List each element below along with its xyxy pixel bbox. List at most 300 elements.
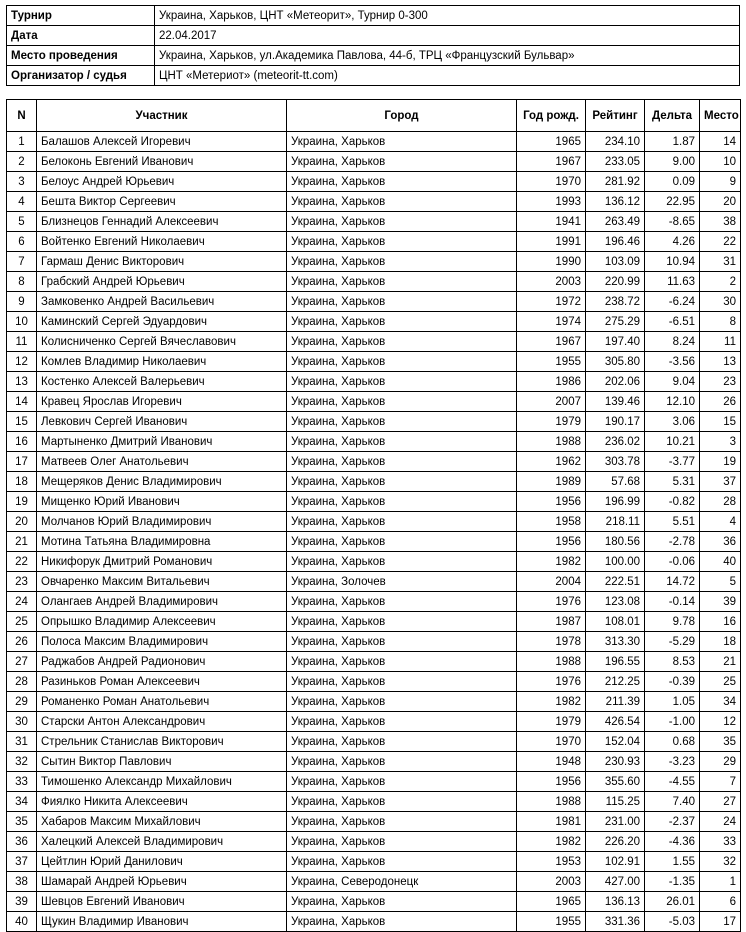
cell-rating: 152.04 <box>586 732 645 752</box>
table-row <box>7 372 741 392</box>
cell-participant: Мищенко Юрий Иванович <box>37 492 287 512</box>
column-header-number: N <box>7 100 37 132</box>
cell-rating: 236.02 <box>586 432 645 452</box>
results-body <box>7 132 741 932</box>
info-value: Украина, Харьков, ул.Академика Павлова, 44-б, ТРЦ «Французский Бульвар» <box>155 46 740 66</box>
cell-delta: 26.01 <box>645 892 700 912</box>
cell-number: 6 <box>7 232 37 252</box>
table-row <box>7 492 741 512</box>
cell-participant: Стрельник Станислав Викторович <box>37 732 287 752</box>
cell-place: 13 <box>700 352 741 372</box>
cell-number: 19 <box>7 492 37 512</box>
table-row <box>7 912 741 932</box>
cell-birth-year: 1958 <box>517 512 586 532</box>
cell-birth-year: 1979 <box>517 412 586 432</box>
cell-number: 24 <box>7 592 37 612</box>
cell-number: 22 <box>7 552 37 572</box>
cell-delta: -6.51 <box>645 312 700 332</box>
cell-birth-year: 2003 <box>517 272 586 292</box>
cell-place: 33 <box>700 832 741 852</box>
info-label: Турнир <box>7 6 155 26</box>
table-row <box>7 892 741 912</box>
cell-birth-year: 1953 <box>517 852 586 872</box>
cell-delta: -3.56 <box>645 352 700 372</box>
table-row <box>7 132 741 152</box>
cell-number: 28 <box>7 672 37 692</box>
results-table <box>6 99 741 932</box>
cell-city: Украина, Харьков <box>287 272 517 292</box>
cell-delta: -1.35 <box>645 872 700 892</box>
cell-rating: 197.40 <box>586 332 645 352</box>
table-row <box>7 472 741 492</box>
cell-birth-year: 2007 <box>517 392 586 412</box>
cell-participant: Шевцов Евгений Иванович <box>37 892 287 912</box>
cell-place: 21 <box>700 652 741 672</box>
cell-birth-year: 1988 <box>517 432 586 452</box>
cell-city: Украина, Золочев <box>287 572 517 592</box>
table-row <box>7 712 741 732</box>
table-row <box>7 452 741 472</box>
table-row <box>7 632 741 652</box>
cell-place: 17 <box>700 912 741 932</box>
cell-city: Украина, Харьков <box>287 852 517 872</box>
table-row <box>7 332 741 352</box>
cell-city: Украина, Харьков <box>287 832 517 852</box>
cell-city: Украина, Харьков <box>287 672 517 692</box>
cell-birth-year: 1982 <box>517 692 586 712</box>
cell-delta: -0.82 <box>645 492 700 512</box>
cell-birth-year: 1962 <box>517 452 586 472</box>
cell-number: 18 <box>7 472 37 492</box>
cell-place: 36 <box>700 532 741 552</box>
cell-number: 17 <box>7 452 37 472</box>
cell-participant: Олангаев Андрей Владимирович <box>37 592 287 612</box>
cell-city: Украина, Харьков <box>287 772 517 792</box>
cell-birth-year: 1978 <box>517 632 586 652</box>
cell-birth-year: 1987 <box>517 612 586 632</box>
cell-participant: Тимошенко Александр Михайлович <box>37 772 287 792</box>
cell-birth-year: 1976 <box>517 592 586 612</box>
cell-place: 10 <box>700 152 741 172</box>
cell-participant: Шамарай Андрей Юрьевич <box>37 872 287 892</box>
cell-rating: 196.46 <box>586 232 645 252</box>
column-header-city: Город <box>287 100 517 132</box>
cell-rating: 108.01 <box>586 612 645 632</box>
cell-delta: 4.26 <box>645 232 700 252</box>
cell-city: Украина, Харьков <box>287 412 517 432</box>
cell-place: 29 <box>700 752 741 772</box>
cell-number: 34 <box>7 792 37 812</box>
cell-delta: -6.24 <box>645 292 700 312</box>
cell-number: 39 <box>7 892 37 912</box>
table-row <box>7 692 741 712</box>
table-row <box>7 392 741 412</box>
cell-city: Украина, Харьков <box>287 372 517 392</box>
cell-delta: 10.94 <box>645 252 700 272</box>
cell-city: Украина, Харьков <box>287 632 517 652</box>
table-row <box>7 792 741 812</box>
cell-number: 21 <box>7 532 37 552</box>
cell-number: 31 <box>7 732 37 752</box>
cell-rating: 303.78 <box>586 452 645 472</box>
cell-birth-year: 2004 <box>517 572 586 592</box>
cell-birth-year: 1982 <box>517 552 586 572</box>
cell-place: 28 <box>700 492 741 512</box>
cell-number: 14 <box>7 392 37 412</box>
table-row <box>7 752 741 772</box>
cell-birth-year: 1988 <box>517 652 586 672</box>
cell-number: 40 <box>7 912 37 932</box>
cell-rating: 220.99 <box>586 272 645 292</box>
cell-rating: 57.68 <box>586 472 645 492</box>
cell-number: 12 <box>7 352 37 372</box>
cell-delta: 1.87 <box>645 132 700 152</box>
cell-birth-year: 1941 <box>517 212 586 232</box>
cell-place: 2 <box>700 272 741 292</box>
cell-birth-year: 1970 <box>517 732 586 752</box>
cell-birth-year: 1991 <box>517 232 586 252</box>
cell-participant: Разиньков Роман Алексеевич <box>37 672 287 692</box>
cell-rating: 202.06 <box>586 372 645 392</box>
cell-number: 36 <box>7 832 37 852</box>
info-value: 22.04.2017 <box>155 26 740 46</box>
table-row <box>7 412 741 432</box>
cell-participant: Овчаренко Максим Витальевич <box>37 572 287 592</box>
table-row <box>7 772 741 792</box>
cell-rating: 355.60 <box>586 772 645 792</box>
cell-city: Украина, Харьков <box>287 252 517 272</box>
cell-birth-year: 1967 <box>517 152 586 172</box>
table-row <box>7 532 741 552</box>
cell-participant: Костенко Алексей Валерьевич <box>37 372 287 392</box>
cell-city: Украина, Харьков <box>287 192 517 212</box>
cell-place: 12 <box>700 712 741 732</box>
cell-rating: 123.08 <box>586 592 645 612</box>
cell-rating: 136.12 <box>586 192 645 212</box>
cell-city: Украина, Харьков <box>287 172 517 192</box>
cell-delta: 0.09 <box>645 172 700 192</box>
cell-place: 39 <box>700 592 741 612</box>
cell-birth-year: 1976 <box>517 672 586 692</box>
cell-delta: -5.03 <box>645 912 700 932</box>
cell-city: Украина, Харьков <box>287 652 517 672</box>
cell-place: 9 <box>700 172 741 192</box>
cell-rating: 230.93 <box>586 752 645 772</box>
cell-number: 35 <box>7 812 37 832</box>
cell-rating: 102.91 <box>586 852 645 872</box>
cell-city: Украина, Харьков <box>287 892 517 912</box>
column-header-delta: Дельта <box>645 100 700 132</box>
cell-place: 4 <box>700 512 741 532</box>
cell-participant: Белоконь Евгений Иванович <box>37 152 287 172</box>
cell-number: 3 <box>7 172 37 192</box>
table-row <box>7 852 741 872</box>
table-row <box>7 252 741 272</box>
cell-number: 2 <box>7 152 37 172</box>
cell-delta: 10.21 <box>645 432 700 452</box>
info-value: Украина, Харьков, ЦНТ «Метеорит», Турнир 0-300 <box>155 6 740 26</box>
cell-participant: Раджабов Андрей Радионович <box>37 652 287 672</box>
cell-participant: Халецкий Алексей Владимирович <box>37 832 287 852</box>
cell-delta: 14.72 <box>645 572 700 592</box>
cell-delta: 5.31 <box>645 472 700 492</box>
cell-number: 10 <box>7 312 37 332</box>
cell-participant: Сытин Виктор Павлович <box>37 752 287 772</box>
cell-participant: Романенко Роман Анатольевич <box>37 692 287 712</box>
info-row <box>7 66 740 86</box>
cell-birth-year: 1979 <box>517 712 586 732</box>
table-row <box>7 812 741 832</box>
cell-participant: Бешта Виктор Сергеевич <box>37 192 287 212</box>
cell-participant: Колисниченко Сергей Вячеславович <box>37 332 287 352</box>
cell-number: 27 <box>7 652 37 672</box>
cell-rating: 427.00 <box>586 872 645 892</box>
cell-place: 3 <box>700 432 741 452</box>
cell-rating: 231.00 <box>586 812 645 832</box>
cell-participant: Балашов Алексей Игоревич <box>37 132 287 152</box>
cell-birth-year: 1948 <box>517 752 586 772</box>
cell-participant: Опрышко Владимир Алексеевич <box>37 612 287 632</box>
table-row <box>7 232 741 252</box>
cell-city: Украина, Харьков <box>287 792 517 812</box>
cell-rating: 218.11 <box>586 512 645 532</box>
cell-delta: -0.39 <box>645 672 700 692</box>
cell-city: Украина, Харьков <box>287 752 517 772</box>
cell-birth-year: 1965 <box>517 892 586 912</box>
cell-city: Украина, Харьков <box>287 332 517 352</box>
cell-participant: Никифорук Дмитрий Романович <box>37 552 287 572</box>
cell-place: 30 <box>700 292 741 312</box>
cell-delta: -4.36 <box>645 832 700 852</box>
cell-number: 1 <box>7 132 37 152</box>
cell-number: 9 <box>7 292 37 312</box>
column-header-participant: Участник <box>37 100 287 132</box>
column-header-place: Место <box>700 100 741 132</box>
cell-place: 19 <box>700 452 741 472</box>
table-row <box>7 572 741 592</box>
cell-rating: 426.54 <box>586 712 645 732</box>
cell-rating: 136.13 <box>586 892 645 912</box>
cell-participant: Фиялко Никита Алексеевич <box>37 792 287 812</box>
cell-city: Украина, Харьков <box>287 472 517 492</box>
cell-place: 34 <box>700 692 741 712</box>
cell-delta: 11.63 <box>645 272 700 292</box>
cell-city: Украина, Харьков <box>287 912 517 932</box>
cell-participant: Кравец Ярослав Игоревич <box>37 392 287 412</box>
cell-birth-year: 1967 <box>517 332 586 352</box>
table-row <box>7 832 741 852</box>
cell-rating: 211.39 <box>586 692 645 712</box>
cell-participant: Полоса Максим Владимирович <box>37 632 287 652</box>
cell-number: 4 <box>7 192 37 212</box>
table-row <box>7 612 741 632</box>
cell-rating: 115.25 <box>586 792 645 812</box>
cell-rating: 212.25 <box>586 672 645 692</box>
cell-place: 25 <box>700 672 741 692</box>
cell-city: Украина, Харьков <box>287 352 517 372</box>
cell-delta: -0.14 <box>645 592 700 612</box>
cell-rating: 180.56 <box>586 532 645 552</box>
cell-number: 30 <box>7 712 37 732</box>
cell-participant: Замковенко Андрей Васильевич <box>37 292 287 312</box>
cell-number: 29 <box>7 692 37 712</box>
cell-participant: Комлев Владимир Николаевич <box>37 352 287 372</box>
cell-participant: Войтенко Евгений Николаевич <box>37 232 287 252</box>
tournament-info-table <box>6 5 740 86</box>
info-row <box>7 6 740 26</box>
table-row <box>7 732 741 752</box>
table-row <box>7 872 741 892</box>
cell-birth-year: 1955 <box>517 352 586 372</box>
cell-city: Украина, Харьков <box>287 292 517 312</box>
cell-place: 24 <box>700 812 741 832</box>
cell-number: 13 <box>7 372 37 392</box>
cell-city: Украина, Харьков <box>287 512 517 532</box>
cell-place: 5 <box>700 572 741 592</box>
cell-place: 22 <box>700 232 741 252</box>
cell-delta: 7.40 <box>645 792 700 812</box>
cell-city: Украина, Харьков <box>287 232 517 252</box>
cell-delta: -2.78 <box>645 532 700 552</box>
cell-place: 31 <box>700 252 741 272</box>
cell-place: 7 <box>700 772 741 792</box>
cell-place: 8 <box>700 312 741 332</box>
cell-birth-year: 1986 <box>517 372 586 392</box>
cell-delta: -1.00 <box>645 712 700 732</box>
cell-birth-year: 1993 <box>517 192 586 212</box>
cell-place: 11 <box>700 332 741 352</box>
cell-number: 20 <box>7 512 37 532</box>
cell-rating: 313.30 <box>586 632 645 652</box>
cell-participant: Старски Антон Александрович <box>37 712 287 732</box>
cell-delta: -8.65 <box>645 212 700 232</box>
info-row <box>7 26 740 46</box>
cell-city: Украина, Харьков <box>287 212 517 232</box>
cell-rating: 234.10 <box>586 132 645 152</box>
cell-rating: 233.05 <box>586 152 645 172</box>
cell-rating: 281.92 <box>586 172 645 192</box>
cell-participant: Хабаров Максим Михайлович <box>37 812 287 832</box>
cell-participant: Белоус Андрей Юрьевич <box>37 172 287 192</box>
tournament-info-body <box>7 6 740 86</box>
cell-city: Украина, Харьков <box>287 612 517 632</box>
cell-number: 8 <box>7 272 37 292</box>
cell-place: 27 <box>700 792 741 812</box>
cell-delta: -3.77 <box>645 452 700 472</box>
cell-participant: Молчанов Юрий Владимирович <box>37 512 287 532</box>
cell-participant: Левкович Сергей Иванович <box>37 412 287 432</box>
cell-birth-year: 1974 <box>517 312 586 332</box>
table-row <box>7 432 741 452</box>
cell-number: 7 <box>7 252 37 272</box>
cell-city: Украина, Харьков <box>287 692 517 712</box>
cell-birth-year: 1956 <box>517 532 586 552</box>
table-row <box>7 672 741 692</box>
cell-rating: 103.09 <box>586 252 645 272</box>
cell-rating: 139.46 <box>586 392 645 412</box>
column-header-birth-year: Год рожд. <box>517 100 586 132</box>
table-row <box>7 212 741 232</box>
cell-delta: -5.29 <box>645 632 700 652</box>
cell-participant: Цейтлин Юрий Данилович <box>37 852 287 872</box>
cell-participant: Гармаш Денис Викторович <box>37 252 287 272</box>
cell-city: Украина, Харьков <box>287 812 517 832</box>
cell-place: 40 <box>700 552 741 572</box>
table-row <box>7 352 741 372</box>
table-row <box>7 512 741 532</box>
cell-rating: 100.00 <box>586 552 645 572</box>
cell-place: 18 <box>700 632 741 652</box>
results-header-row <box>7 100 741 132</box>
cell-rating: 196.55 <box>586 652 645 672</box>
cell-number: 37 <box>7 852 37 872</box>
cell-birth-year: 1965 <box>517 132 586 152</box>
info-value: ЦНТ «Метериот» (meteorit-tt.com) <box>155 66 740 86</box>
cell-birth-year: 1970 <box>517 172 586 192</box>
cell-place: 23 <box>700 372 741 392</box>
cell-city: Украина, Харьков <box>287 312 517 332</box>
cell-delta: -3.23 <box>645 752 700 772</box>
cell-rating: 222.51 <box>586 572 645 592</box>
cell-birth-year: 1989 <box>517 472 586 492</box>
cell-rating: 331.36 <box>586 912 645 932</box>
cell-place: 37 <box>700 472 741 492</box>
cell-number: 11 <box>7 332 37 352</box>
cell-place: 20 <box>700 192 741 212</box>
cell-delta: 9.78 <box>645 612 700 632</box>
cell-participant: Матвеев Олег Анатольевич <box>37 452 287 472</box>
cell-city: Украина, Харьков <box>287 732 517 752</box>
cell-city: Украина, Харьков <box>287 392 517 412</box>
cell-city: Украина, Харьков <box>287 492 517 512</box>
cell-birth-year: 1955 <box>517 912 586 932</box>
cell-city: Украина, Харьков <box>287 592 517 612</box>
cell-delta: 12.10 <box>645 392 700 412</box>
cell-delta: -4.55 <box>645 772 700 792</box>
cell-birth-year: 2003 <box>517 872 586 892</box>
cell-city: Украина, Харьков <box>287 452 517 472</box>
cell-number: 16 <box>7 432 37 452</box>
cell-birth-year: 1956 <box>517 492 586 512</box>
table-row <box>7 272 741 292</box>
table-row <box>7 552 741 572</box>
cell-number: 32 <box>7 752 37 772</box>
cell-number: 15 <box>7 412 37 432</box>
cell-participant: Грабский Андрей Юрьевич <box>37 272 287 292</box>
cell-place: 14 <box>700 132 741 152</box>
cell-city: Украина, Харьков <box>287 432 517 452</box>
cell-participant: Мартыненко Дмитрий Иванович <box>37 432 287 452</box>
cell-place: 26 <box>700 392 741 412</box>
cell-participant: Щукин Владимир Иванович <box>37 912 287 932</box>
cell-participant: Каминский Сергей Эдуардович <box>37 312 287 332</box>
cell-place: 35 <box>700 732 741 752</box>
cell-rating: 305.80 <box>586 352 645 372</box>
cell-place: 38 <box>700 212 741 232</box>
table-row <box>7 192 741 212</box>
cell-delta: 8.53 <box>645 652 700 672</box>
cell-delta: 0.68 <box>645 732 700 752</box>
cell-number: 33 <box>7 772 37 792</box>
cell-place: 15 <box>700 412 741 432</box>
cell-rating: 226.20 <box>586 832 645 852</box>
cell-place: 32 <box>700 852 741 872</box>
cell-birth-year: 1981 <box>517 812 586 832</box>
cell-birth-year: 1982 <box>517 832 586 852</box>
cell-birth-year: 1956 <box>517 772 586 792</box>
cell-rating: 190.17 <box>586 412 645 432</box>
cell-rating: 238.72 <box>586 292 645 312</box>
